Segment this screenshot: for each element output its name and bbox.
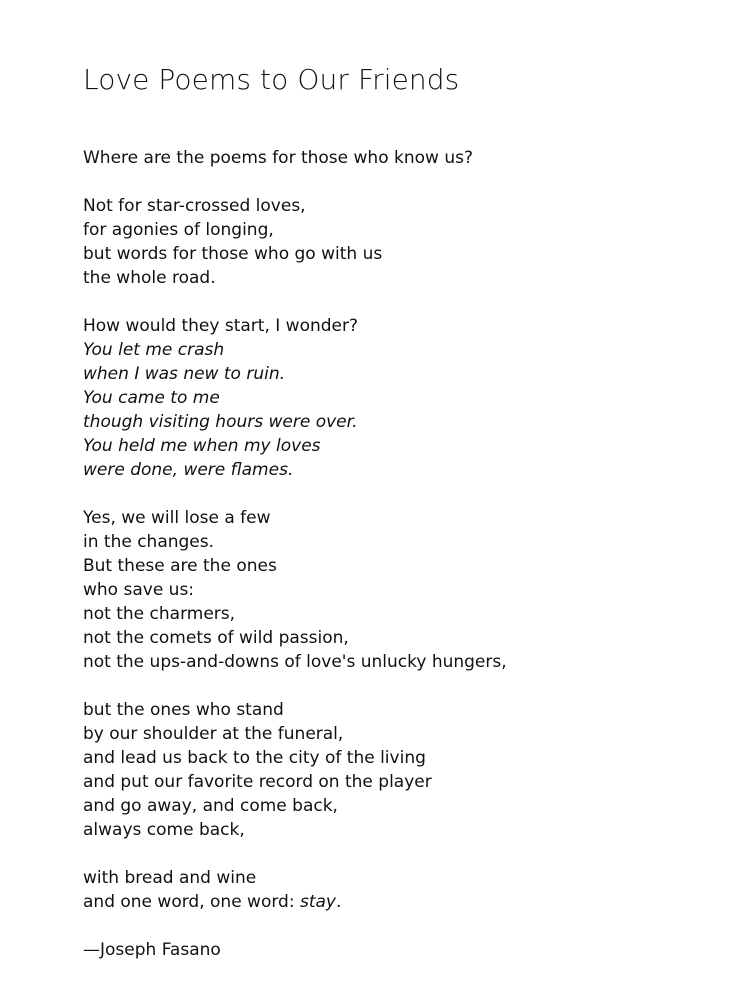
poem-line — [83, 434, 723, 458]
poem-line-text: You held me when my loves — [83, 436, 321, 456]
poem-line-text: not the charmers, — [83, 604, 236, 624]
poem-line — [83, 650, 723, 674]
poem-line — [83, 242, 723, 266]
poem-stanza — [83, 698, 723, 842]
poem-line-text: the whole road. — [83, 268, 216, 288]
poem-line — [83, 818, 723, 842]
poem-stanza — [83, 866, 723, 914]
poem-line-text: and put our favorite record on the player — [83, 772, 432, 792]
poem-line — [83, 218, 723, 242]
poem-line-text: not the comets of wild passion, — [83, 628, 349, 648]
poem-line-text: but words for those who go with us — [83, 244, 383, 264]
poem-line — [83, 530, 723, 554]
poem-line — [83, 266, 723, 290]
poem-line — [83, 338, 723, 362]
poem-title: Love Poems to Our Friends — [83, 63, 460, 96]
poem-line — [83, 866, 723, 890]
poem-page — [83, 60, 723, 962]
poem-line-text: with bread and wine — [83, 868, 257, 888]
poem-stanza — [83, 194, 723, 290]
poem-line — [83, 410, 723, 434]
poem-line — [83, 578, 723, 602]
poem-line — [83, 626, 723, 650]
poem-line — [83, 386, 723, 410]
poem-line-text: How would they start, I wonder? — [83, 316, 359, 336]
line-tail-punctuation: . — [336, 892, 342, 912]
poem-line-text: Not for star-crossed loves, — [83, 196, 306, 216]
poem-line-text: But these are the ones — [83, 556, 277, 576]
poem-line-text: who save us: — [83, 580, 195, 600]
poem-line-text: were done, were flames. — [83, 460, 294, 480]
poem-line — [83, 194, 723, 218]
poem-stanza — [83, 506, 723, 674]
poem-author: —Joseph Fasano — [83, 940, 221, 960]
poem-line — [83, 722, 723, 746]
poem-line-text: Where are the poems for those who know us? — [83, 148, 473, 168]
emphasized-word: stay — [299, 892, 336, 912]
poem-body — [83, 146, 723, 914]
poem-line — [83, 602, 723, 626]
poem-line-text: and one word, one word: — [83, 892, 300, 912]
poem-line — [83, 890, 723, 914]
poem-line — [83, 506, 723, 530]
poem-line-text: not the ups-and-downs of love's unlucky hungers, — [83, 652, 507, 672]
poem-line-text: in the changes. — [83, 532, 215, 552]
poem-line-text: and lead us back to the city of the living — [83, 748, 426, 768]
poem-line-text: You came to me — [83, 388, 220, 408]
poem-line — [83, 362, 723, 386]
poem-line — [83, 146, 723, 170]
poem-line — [83, 698, 723, 722]
poem-stanza — [83, 146, 723, 170]
poem-line-text: when I was new to ruin. — [83, 364, 285, 384]
poem-line-text: by our shoulder at the funeral, — [83, 724, 344, 744]
poem-line — [83, 554, 723, 578]
poem-line-text: but the ones who stand — [83, 700, 284, 720]
poem-line-text: Yes, we will lose a few — [83, 508, 271, 528]
poem-stanza — [83, 314, 723, 482]
poem-line — [83, 314, 723, 338]
poem-line — [83, 770, 723, 794]
poem-line-text: and go away, and come back, — [83, 796, 338, 816]
poem-line-text: You let me crash — [83, 340, 225, 360]
poem-line — [83, 746, 723, 770]
poem-line-text: for agonies of longing, — [83, 220, 274, 240]
poem-line — [83, 458, 723, 482]
poem-line-text: always come back, — [83, 820, 245, 840]
poem-line — [83, 794, 723, 818]
poem-line-text: though visiting hours were over. — [83, 412, 358, 432]
